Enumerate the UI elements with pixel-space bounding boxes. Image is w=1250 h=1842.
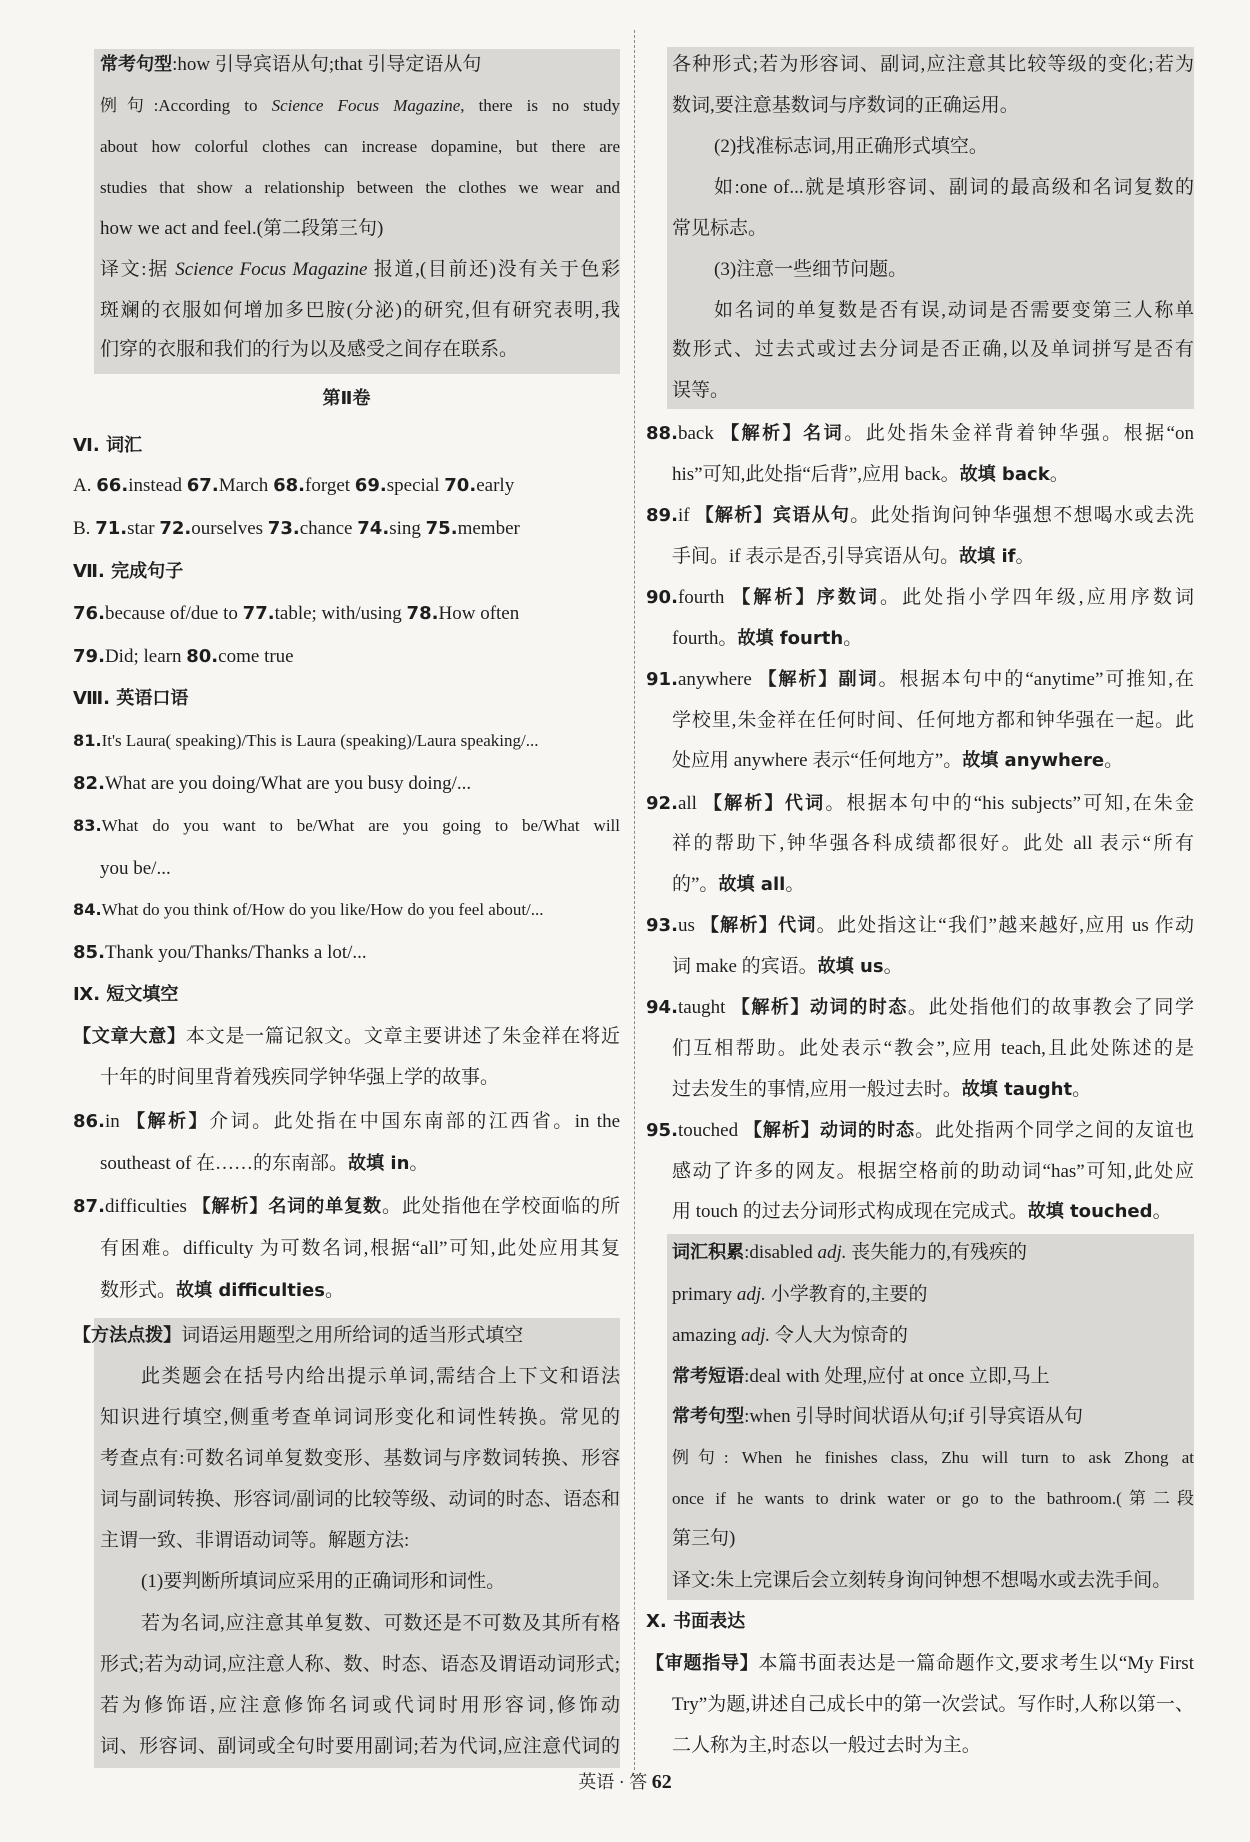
right-text-line [646,502,1194,530]
text-segment: in [104,1111,127,1132]
text-segment: What do you want to be/What are you going to be/What will [101,816,620,835]
bold-text: 79. [73,646,105,667]
right-text-line [672,336,1194,364]
bold-text: 【解析】宾语从句 [695,505,851,526]
text-segment: 。 [843,628,863,649]
text-segment: (1)要判断所填词应采用的正确词形和词性。 [141,1571,506,1592]
text-segment: 们互相帮助。此处表示“教会”,应用 teach,且此处陈述的是 [672,1038,1194,1059]
text-segment: fourth。 [672,628,738,649]
text-segment: Thank you/Thanks/Thanks a lot/... [104,942,367,963]
bold-text: 词汇积累 [672,1242,745,1263]
bold-text: 94. [646,997,678,1018]
left-text-line [73,515,620,543]
bold-text: 【解析】动词的时态 [731,997,908,1018]
text-segment: touched [677,1120,744,1141]
text-segment: 考查点有:可数名词单复数变形、基数词与序数词转换、形容 [100,1448,620,1469]
text-segment: you be/... [100,858,171,879]
right-text-line [672,1691,1194,1719]
bold-text: 82. [73,773,105,794]
text-segment: 译文:据 [100,259,176,280]
bold-text: 故填 fourth [737,628,844,649]
bold-text: 81. [73,731,102,750]
text-segment: 如:one of...就是填形容词、副词的最高级和名词复数的 [714,177,1194,198]
text-segment: 祥的帮助下,钟华强各科成绩都很好。此处 all 表示“所有 [672,833,1194,854]
bold-text: 【审题指导】 [646,1653,759,1674]
text-segment: 十年的时间里背着残疾同学钟华强上学的故事。 [100,1067,500,1088]
text-segment: us [677,915,701,936]
bold-text: 74. [357,518,390,539]
text-segment: about how colorful clothes can increase dopamine, but there are [100,137,620,156]
left-text-line [141,1610,620,1638]
text-segment: 形式;若为动词,应注意人称、数、时态、语态及谓语动词形式; [100,1654,620,1675]
left-text-line [100,92,620,120]
text-segment: 。 [1049,464,1069,485]
text-segment: come true [218,646,294,667]
bold-text: 83. [73,816,102,835]
right-text-line [672,707,1194,735]
text-segment: 。此处指他在学校面临的所 [381,1196,620,1217]
left-text-line [73,1108,620,1136]
text-segment: , there is no study [460,96,621,115]
bold-text: 【解析】名词的单复数 [192,1196,382,1217]
left-text-line [73,1193,620,1221]
text-segment: 手间。if 表示是否,引导宾语从句。 [672,546,960,567]
right-text-line [672,51,1194,79]
text-segment: 本文是一篇记叙文。文章主要讲述了朱金祥在将近 [185,1026,620,1047]
left-text-line [73,770,620,798]
text-segment: taught [677,997,732,1018]
right-text-line [672,1525,1194,1553]
bold-text: Ⅸ. 短文填空 [73,984,179,1005]
text-segment: :deal with 处理,应付 at once 立即,马上 [744,1366,1050,1387]
right-text-line [672,1035,1194,1063]
left-text-line [73,1322,620,1350]
text-segment: 。 [1104,750,1124,771]
column-divider [634,30,635,1770]
text-segment: 处应用 anywhere 表示“任何地方”。 [672,750,963,771]
bold-text: 第Ⅱ卷 [322,388,371,409]
bold-text: Ⅷ. 英语口语 [73,688,189,709]
text-segment: 译文:朱上完课后会立刻转身询问钟想不想喝水或去洗手间。 [672,1570,1172,1591]
right-text-line [714,256,1194,284]
text-segment: (2)找准标志词,用正确形式填空。 [714,136,988,157]
right-text-line [672,1322,1194,1350]
page-footer [0,1768,1250,1796]
text-segment: 例句: When he finishes class, Zhu will turn to ask Zhong at [672,1448,1194,1467]
right-text-line [646,1608,1194,1636]
text-segment: southeast of 在……的东南部。 [100,1153,349,1174]
text-segment: 。此处指询问钟华强想不想喝水或去洗 [850,505,1194,526]
italic-text: adj. [736,1284,766,1305]
page-number: 62 [651,1771,672,1793]
bold-text: 【解析】副词 [758,669,879,690]
text-segment: 用 touch 的过去分词形式构成现在完成式。 [672,1201,1028,1222]
bold-text: 78. [406,603,439,624]
left-text-line [100,256,620,284]
bold-text: 故填 anywhere [962,750,1105,771]
bold-text: 故填 taught [961,1079,1073,1100]
bold-text: 【解析】 [127,1111,210,1132]
bold-text: 【解析】序数词 [732,587,881,608]
text-segment: 词与副词转换、形容词/副词的比较等级、动词的时态、语态和 [100,1489,620,1510]
left-text-line [73,939,620,967]
bold-text: 90. [646,587,678,608]
text-segment: 感动了许多的网友。根据空格前的助动词“has”可知,此处应 [672,1161,1194,1182]
text-segment: studies that show a relationship between the clothes we wear and [100,178,620,197]
bold-text: 93. [646,915,678,936]
text-segment: table; with/using [274,603,407,624]
text-segment: 。 [785,874,805,895]
right-text-line [646,790,1194,818]
right-text-line [714,297,1194,325]
text-segment: 例句:According to [100,96,272,115]
text-segment: 第三句) [672,1528,736,1549]
text-segment: :how 引导宾语从句;that 引导定语从句 [172,54,482,75]
bold-text: 【文章大意】 [73,1026,186,1047]
bold-text: 73. [267,518,300,539]
right-text-line [672,830,1194,858]
text-segment: forget [305,475,355,496]
left-text-line [100,1651,620,1679]
text-segment: 词语运用题型之用所给词的适当形式填空 [181,1325,524,1346]
left-text-line [73,812,620,840]
left-text-line [73,600,620,628]
left-text-line [141,1568,620,1596]
bold-text: 95. [646,1120,678,1141]
bold-text: 【解析】代词 [703,793,826,814]
text-segment: 令人大为惊奇的 [770,1325,908,1346]
right-text-line [646,1117,1194,1145]
text-segment: star [127,518,160,539]
bold-text: 常考句型 [672,1406,745,1427]
left-text-line [100,51,620,79]
left-text-line [73,685,620,713]
italic-text: adj. [741,1325,771,1346]
left-text-line [100,1277,620,1305]
text-segment: if [677,505,696,526]
bold-text: 【解析】名词 [721,423,845,444]
text-segment: sing [389,518,426,539]
text-segment: It's Laura( speaking)/This is Laura (speaking)/Laura speaking/... [101,731,539,750]
bold-text: 常考句型 [100,54,173,75]
text-segment: 数形式、过去式或过去分词是否正确,以及单词拼写是否有 [672,339,1194,360]
text-segment: 们穿的衣服和我们的行为以及感受之间存在联系。 [100,339,519,360]
text-segment: What do you think of/How do you like/How do you feel about/... [101,900,544,919]
text-segment: 词 make 的宾语。 [672,956,818,977]
left-text-line [100,336,620,364]
text-segment: 二人称为主,时态以一般过去时为主。 [672,1735,981,1756]
right-text-line [672,871,1194,899]
left-text-line [73,896,620,924]
text-segment: 各种形式;若为形容词、副词,应注意其比较等级的变化;若为 [672,54,1194,75]
right-text-line [672,215,1194,243]
text-segment: 。此处指小学四年级,应用序数词 [880,587,1194,608]
text-segment: 学校里,朱金祥在任何时间、任何地方都和钟华强在一起。此 [672,710,1194,731]
right-text-line [646,912,1194,940]
text-segment: :disabled [744,1242,818,1263]
text-segment: fourth [677,587,733,608]
bold-text: 69. [354,475,387,496]
bold-text: Ⅹ. 书面表达 [646,1611,746,1632]
bold-text: 故填 us [817,956,884,977]
bold-text: 72. [159,518,192,539]
text-segment: 。 [1015,546,1035,567]
right-text-line [672,625,1194,653]
text-segment: :when 引导时间状语从句;if 引导宾语从句 [744,1406,1083,1427]
bold-text: Ⅵ. 词汇 [73,435,143,456]
right-text-line [646,666,1194,694]
right-text-line [672,1076,1194,1104]
text-segment: 。 [1152,1201,1172,1222]
text-segment: special [386,475,445,496]
text-segment: Did; learn [104,646,187,667]
right-text-line [672,1281,1194,1309]
right-text-line [672,377,1194,405]
italic-text: Science Focus Magazine [175,259,368,280]
bold-text: 70. [444,475,477,496]
text-segment: 斑斓的衣服如何增加多巴胺(分泌)的研究,但有研究表明,我 [100,300,620,321]
left-text-line [100,1692,620,1720]
bold-text: 92. [646,793,678,814]
bold-text: 66. [96,475,129,496]
bold-text: 故填 back [959,464,1050,485]
footer-separator: · [614,1772,630,1792]
right-text-line [646,584,1194,612]
right-text-line [646,420,1194,448]
text-segment: 。此处指朱金祥背着钟华强。根据“on [844,423,1194,444]
bold-text: 75. [425,518,458,539]
left-text-line [73,432,620,460]
bold-text: 76. [73,603,105,624]
right-text-line [672,953,1194,981]
text-segment: 。此处指这让“我们”越来越好,应用 us 作动 [816,915,1194,936]
bold-text: 【解析】代词 [700,915,817,936]
bold-text: 71. [95,518,128,539]
text-segment: (3)注意一些细节问题。 [714,259,908,280]
text-segment: because of/due to [104,603,243,624]
left-text-line [100,1235,620,1263]
text-segment: A. [73,475,97,496]
left-text-line [141,1363,620,1391]
right-text-line [672,1239,1194,1267]
text-segment: instead [128,475,187,496]
right-text-line [672,543,1194,571]
bold-text: 故填 all [718,874,786,895]
left-text-line [73,472,620,500]
bold-text: 89. [646,505,678,526]
bold-text: 常考短语 [672,1366,745,1387]
left-text-line [100,1733,620,1761]
text-segment: ourselves [191,518,268,539]
text-segment: 。 [1072,1079,1092,1100]
bold-text: 【方法点拨】 [73,1325,182,1346]
text-segment: 。此处指两个同学之间的友谊也 [915,1120,1194,1141]
text-segment: 若为名词,应注意其单复数、可数还是不可数及其所有格 [141,1613,620,1634]
text-segment: 若为修饰语,应注意修饰名词或代词时用形容词,修饰动 [100,1695,620,1716]
left-text-line [73,981,620,1009]
text-segment: 误等。 [672,380,730,401]
right-text-line [672,1444,1194,1472]
italic-text: Science Focus Magazine [271,96,461,115]
right-text-line [672,1158,1194,1186]
text-segment: 过去发生的事情,应用一般过去时。 [672,1079,962,1100]
text-segment: 。 [409,1153,429,1174]
italic-text: adj. [817,1242,847,1263]
text-segment: 常见标志。 [672,218,768,239]
text-segment: 。 [325,1280,345,1301]
text-segment: 丧失能力的,有残疾的 [846,1242,1028,1263]
left-text-line [100,1064,620,1092]
footer-label: 答 [629,1772,648,1792]
text-segment: chance [299,518,358,539]
bold-text: 故填 difficulties [176,1280,326,1301]
text-segment: 数形式。 [100,1280,177,1301]
text-segment: his”可知,此处指“后背”,应用 back。 [672,464,960,485]
text-segment: 主谓一致、非谓语动词等。解题方法: [100,1530,410,1551]
text-segment: 有困难。difficulty 为可数名词,根据“all”可知,此处应用其复 [100,1238,620,1259]
right-text-line [672,1485,1194,1513]
right-text-line [714,133,1194,161]
text-segment: 。 [883,956,903,977]
bold-text: 【解析】动词的时态 [743,1120,916,1141]
left-text-line [100,1404,620,1432]
left-text-line [73,385,620,413]
left-text-line [100,1486,620,1514]
text-segment: amazing [672,1325,742,1346]
right-text-line [714,174,1194,202]
bold-text: 68. [273,475,306,496]
left-text-line [100,1445,620,1473]
bold-text: Ⅶ. 完成句子 [73,561,184,582]
text-segment: 小学教育的,主要的 [765,1284,928,1305]
text-segment: member [457,518,520,539]
bold-text: 故填 touched [1027,1201,1153,1222]
right-text-line [672,1732,1194,1760]
text-segment: 词、形容词、副词或全句时要用副词;若为代词,应注意代词的 [100,1736,620,1757]
text-segment: 知识进行填空,侧重考查单词词形变化和词性转换。常见的 [100,1407,620,1428]
text-segment: 本篇书面表达是一篇命题作文,要求考生以“My First [758,1653,1194,1674]
right-text-line [646,994,1194,1022]
text-segment: 。根据本句中的“his subjects”可知,在朱金 [825,793,1194,814]
text-segment: back [677,423,722,444]
right-text-line [672,1363,1194,1391]
left-text-line [73,558,620,586]
text-segment: 的”。 [672,874,719,895]
text-segment: 。此处指他们的故事教会了同学 [907,997,1194,1018]
bold-text: 85. [73,942,105,963]
left-text-line [100,1527,620,1555]
left-text-line [73,643,620,671]
bold-text: 86. [73,1111,105,1132]
text-segment: 数词,要注意基数词与序数词的正确运用。 [672,95,1019,116]
bold-text: 91. [646,669,678,690]
text-segment: how we act and feel.(第二段第三句) [100,218,384,239]
text-segment: primary [672,1284,737,1305]
right-text-line [672,1403,1194,1431]
text-segment: How often [438,603,520,624]
left-text-line [100,297,620,325]
bold-text: 80. [186,646,219,667]
right-text-line [672,92,1194,120]
text-segment: difficulties [104,1196,193,1217]
text-segment: early [476,475,515,496]
footer-subject: 英语 [578,1772,615,1792]
left-text-line [100,215,620,243]
right-text-line [672,1198,1194,1226]
left-text-line [100,133,620,161]
bold-text: 87. [73,1196,105,1217]
left-text-line [100,855,620,883]
text-segment: Try”为题,讲述自己成长中的第一次尝试。写作时,人称以第一、 [672,1694,1194,1715]
text-segment: B. [73,518,96,539]
bold-text: 88. [646,423,678,444]
left-text-line [100,174,620,202]
text-segment: 介词。此处指在中国东南部的江西省。in the [209,1111,620,1132]
right-text-line [646,1650,1194,1678]
bold-text: 故填 if [959,546,1016,567]
bold-text: 77. [242,603,275,624]
bold-text: 84. [73,900,102,919]
text-segment: all [677,793,704,814]
text-segment: What are you doing/What are you busy doing/... [104,773,472,794]
text-segment: March [218,475,274,496]
right-text-line [672,461,1194,489]
left-text-line [100,1150,620,1178]
left-text-line [73,1023,620,1051]
text-segment: anywhere [677,669,759,690]
text-segment: 。根据本句中的“anytime”可推知,在 [878,669,1194,690]
text-segment: 如名词的单复数是否有误,动词是否需要变第三人称单 [714,300,1194,321]
right-text-line [672,1567,1194,1595]
text-segment: 此类题会在括号内给出提示单词,需结合上下文和语法 [141,1366,620,1387]
bold-text: 故填 in [348,1153,410,1174]
text-segment: once if he wants to drink water or go to the bathroom.(第二段 [672,1489,1194,1508]
left-text-line [73,727,620,755]
right-text-line [672,747,1194,775]
text-segment: 报道,(目前还)没有关于色彩 [367,259,620,280]
bold-text: 67. [186,475,219,496]
